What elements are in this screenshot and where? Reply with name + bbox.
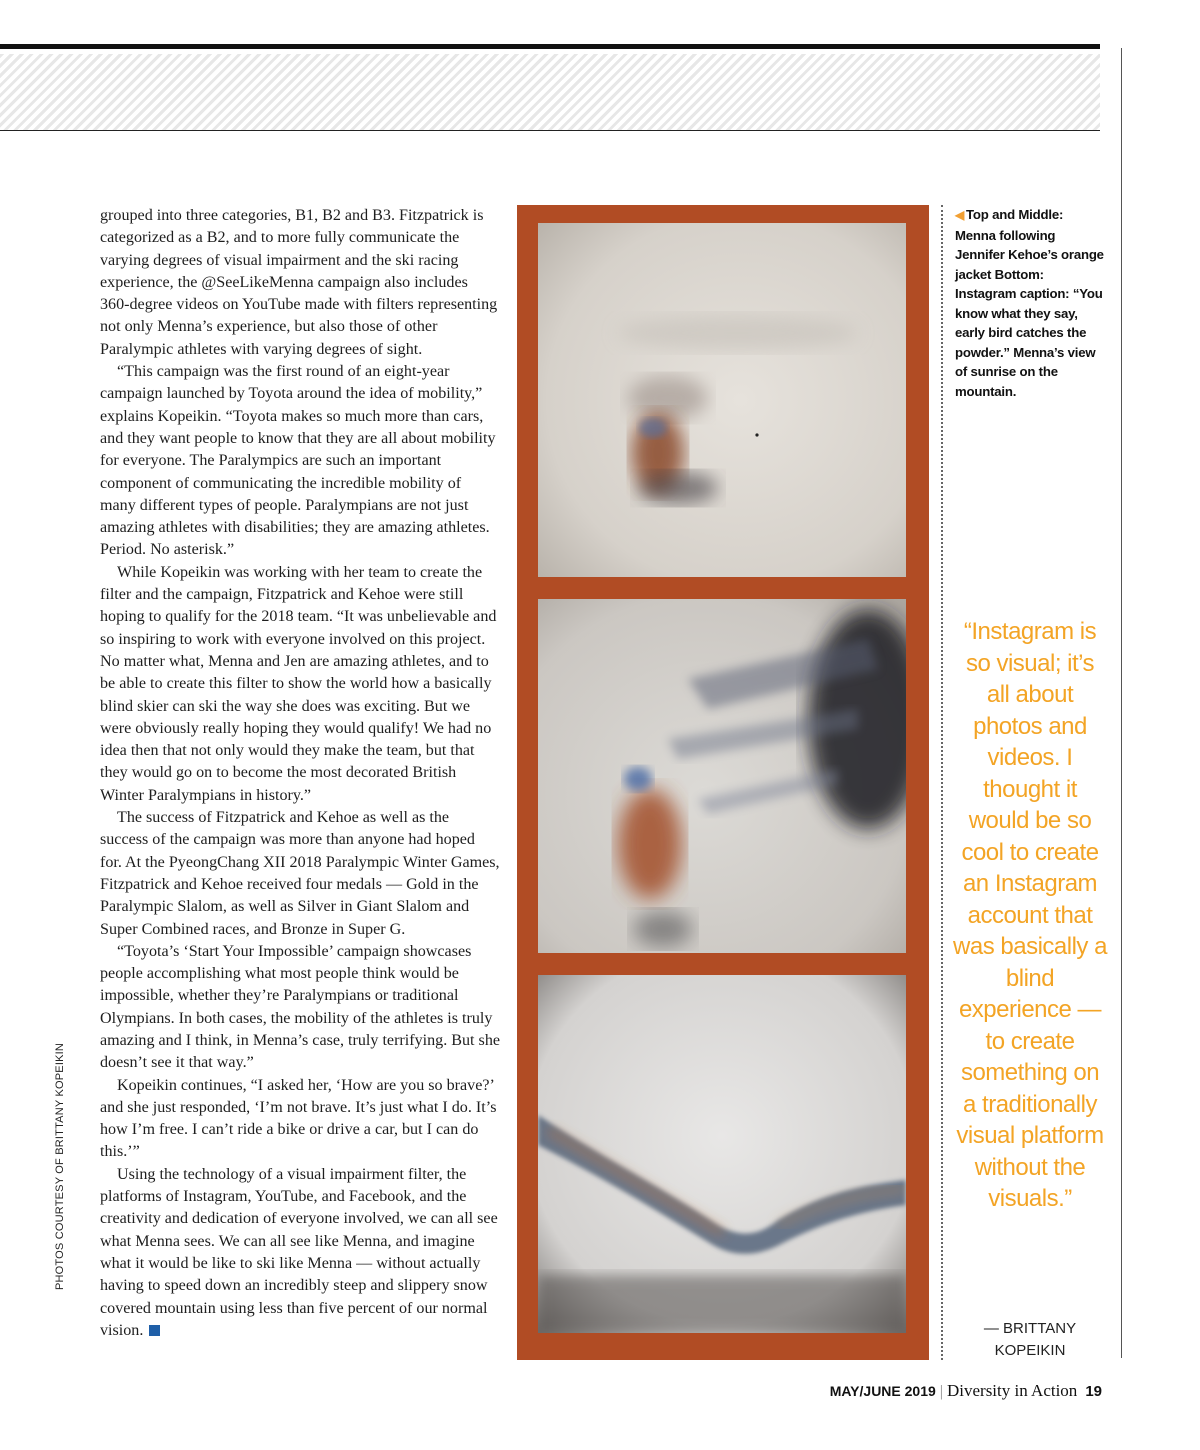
article-paragraph: While Kopeikin was working with her team to create the filter and the campaign, Fitzpatrick and Kehoe were still hoping to qualify for the 2018 team. “It was unbelievable and so inspiring to work with everyone involved on this project. No matter what, Menna and Jen are amazing athletes, and to be able to create this filter to show the world how a basically blind skier can ski the way she does was exciting. But we were obviously really hoping they would qualify! We had no idea then that not only would they make the team, but that they would go on to become the most decorated British Winter Paralympians in history.” — [100, 563, 497, 804]
article-paragraph-last — [100, 1164, 500, 1342]
header-rule — [0, 44, 1100, 49]
footer-issue-date: MAY/JUNE 2019 — [829, 1383, 936, 1399]
page-edge-rule — [1121, 48, 1122, 1358]
article-paragraph: Kopeikin continues, “I asked her, ‘How are you so brave?’ and she just responded, ‘I’m not brave. It’s just what I do. It’s how I’m free. I can’t ride a bike or drive a car, but I can do this.’” — [100, 1076, 497, 1161]
footer-separator: | — [939, 1383, 943, 1400]
article-body — [100, 205, 500, 1342]
photo-middle-skier-blurred — [538, 599, 906, 953]
article-paragraph: “This campaign was the first round of an eight-year campaign launched by Toyota around the idea of mobility,” explains Kopeikin. “Toyota makes so much more than cars, and they want people to know that they are all about mobility for everyone. The Paralympics are such an important component of communicating the incredible mobility of many different types of people. Paralympians are not just amazing athletes with disabilities; they are amazing athletes. Period. No asterisk.” — [100, 363, 496, 559]
header-hatch-underline — [0, 130, 1100, 131]
sidebar-divider — [941, 205, 943, 1360]
pull-quote-attribution: — BRITTANY KOPEIKIN — [983, 1320, 1077, 1359]
photo-caption-text: Top and Middle: Menna following Jennifer Kehoe’s orange jacket Bottom: Instagram caption: “You know what they say, early bird catches the powder.” Menna’s view of sunrise on the mountain. — [955, 207, 1104, 399]
end-of-article-mark — [149, 1325, 160, 1336]
article-paragraph-text: Using the technology of a visual impairment filter, the platforms of Instagram, YouTube, and Facebook, and the creativity and dedication of everyone involved, we can all see what Menna sees. We can all see like Menna, and imagine what it would be like to ski like Menna — without actually having to speed down an incredibly steep and slippery snow covered mountain using less than five percent of our normal vision. — [100, 1165, 498, 1339]
photo-bottom-sunrise-blurred — [538, 975, 906, 1333]
page-footer — [830, 1381, 1102, 1401]
footer-magazine-title: Diversity in Action — [946, 1381, 1078, 1400]
footer-page-number: 19 — [1085, 1383, 1102, 1400]
article-paragraph: The success of Fitzpatrick and Kehoe as well as the success of the campaign was more than anyone had hoped for. At the PyeongChang XII 2018 Paralympic Winter Games, Fitzpatrick and Kehoe received four medals — Gold in the Paralympic Slalom, as well as Silver in Giant Slalom and Super Combined races, and Bronze in Super G. — [100, 809, 500, 938]
photo-frame — [517, 205, 929, 1360]
article-paragraph: grouped into three categories, B1, B2 and B3. Fitzpatrick is categorized as a B2, and to more fully communicate the varying degrees of visual impairment and the ski racing experience, the @SeeLikeMenna campaign also includes 360-degree videos on YouTube made with filters representing not only Menna’s experience, but also those of other Paralympic athletes with varying degrees of sight. — [100, 207, 498, 358]
photo-caption — [955, 205, 1105, 401]
photo-top-skier-blurred — [538, 223, 906, 577]
pull-quote: “Instagram is so visual; it’s all about photos and videos. I thought it would be so cool to create an Instagram account that was basically a blind experience — to create something on a traditionally visual platform without the visuals.” — [953, 618, 1107, 1212]
header-hatch-band — [0, 54, 1100, 130]
left-triangle-icon: ◀ — [955, 208, 965, 222]
photo-credit: PHOTOS COURTESY OF BRITTANY KOPEIKIN — [54, 1042, 66, 1290]
article-paragraph: “Toyota’s ‘Start Your Impossible’ campaign showcases people accomplishing what most people think would be impossible, whether they’re Paralympians or traditional Olympians. In both cases, the mobility of the athletes is truly amazing and I think, in Menna’s case, truly terrifying. But she doesn’t see it that way.” — [100, 942, 501, 1072]
